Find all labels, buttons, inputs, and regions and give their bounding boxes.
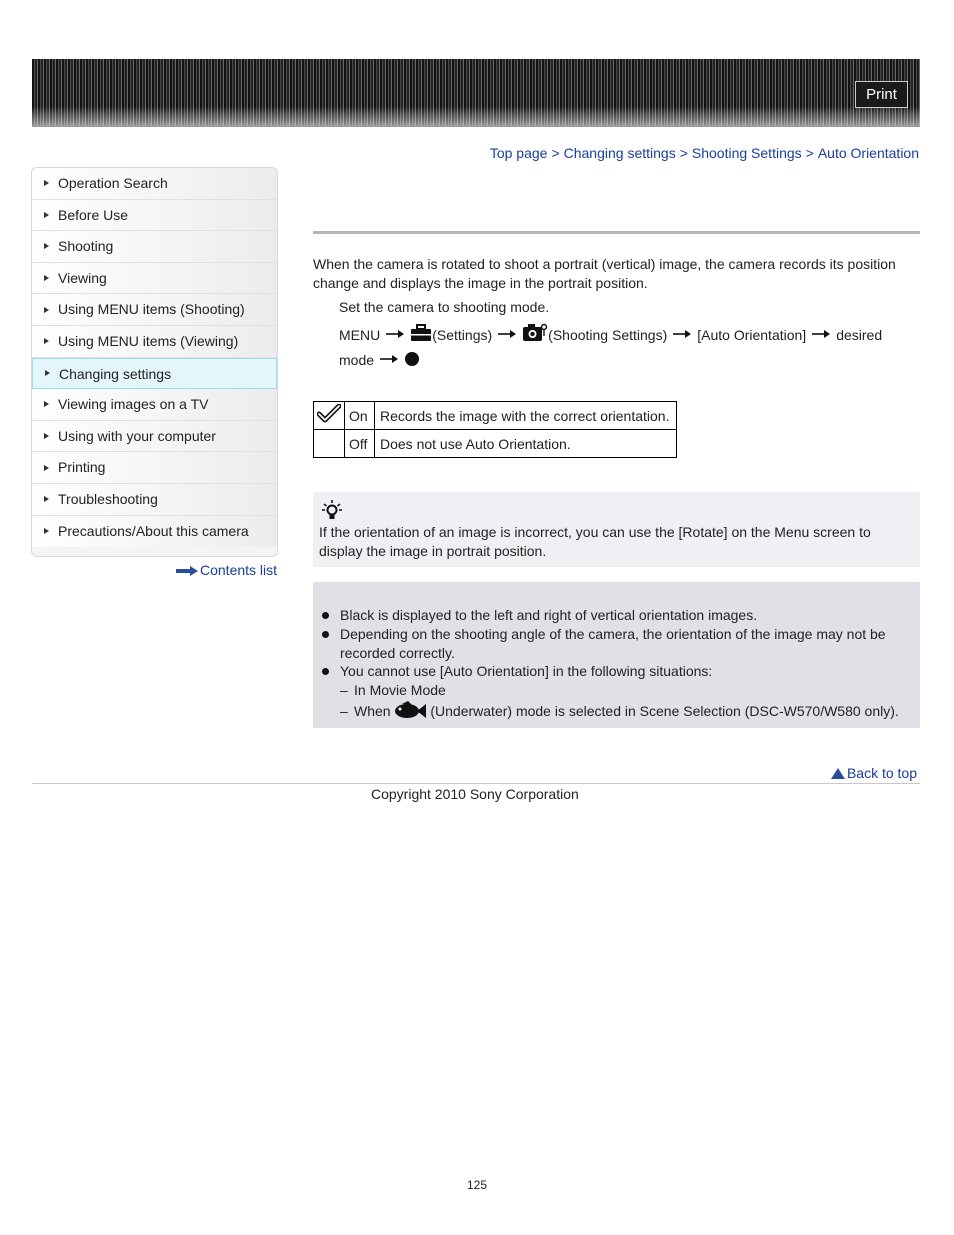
sub-note-text: In Movie Mode xyxy=(354,682,446,698)
list-item xyxy=(340,662,900,681)
triangle-right-icon xyxy=(44,401,49,407)
sidebar-item-troubleshooting[interactable] xyxy=(32,484,277,516)
hint-text: If the orientation of an image is incorrect, you can use the [Rotate] on the Menu screen to display the image in portrait position. xyxy=(319,524,871,559)
sidebar-item-label: Using MENU items (Shooting) xyxy=(58,301,245,318)
sidebar-item-computer[interactable] xyxy=(32,421,277,453)
note-text: Black is displayed to the left and right of vertical orientation images. xyxy=(340,607,758,623)
arrow-right-icon xyxy=(498,322,516,345)
settings-label: (Settings) xyxy=(432,327,493,343)
sub-note-text: (Underwater) mode is selected in Scene Selection (DSC-W570/W580 only). xyxy=(430,703,899,719)
list-item xyxy=(340,625,900,663)
triangle-right-icon xyxy=(44,243,49,249)
sidebar-item-precautions[interactable] xyxy=(32,516,277,548)
triangle-right-icon xyxy=(44,433,49,439)
checkmark-icon xyxy=(317,404,341,424)
sidebar-item-label: Operation Search xyxy=(58,175,168,191)
page-number: 125 xyxy=(466,1178,488,1192)
header-banner xyxy=(32,59,920,127)
print-button[interactable]: Print xyxy=(855,81,908,108)
option-label: On xyxy=(345,402,375,430)
sidebar-item-printing[interactable] xyxy=(32,452,277,484)
desired-label: desired xyxy=(836,327,883,343)
step-text: Set the camera to shooting mode. xyxy=(339,299,550,315)
menu-path xyxy=(339,322,909,372)
sidebar-item-viewing-tv[interactable] xyxy=(32,389,277,421)
sidebar-nav xyxy=(31,167,278,557)
table-row xyxy=(314,430,677,458)
back-to-top-link[interactable] xyxy=(831,765,917,781)
triangle-right-icon xyxy=(44,496,49,502)
auto-orientation-label: [Auto Orientation] xyxy=(697,327,807,343)
triangle-right-icon xyxy=(44,465,49,471)
default-cell xyxy=(314,430,345,458)
camera-icon xyxy=(522,322,548,342)
bullet-icon xyxy=(322,668,329,675)
breadcrumb-separator: > xyxy=(805,145,814,161)
sidebar-item-label: Shooting xyxy=(58,238,114,255)
breadcrumb-separator: > xyxy=(551,145,560,161)
bullet-icon xyxy=(322,612,329,619)
title-divider xyxy=(313,231,920,234)
contents-list-label: Contents list xyxy=(200,562,278,578)
breadcrumb-shooting-settings[interactable]: Shooting Settings xyxy=(691,145,802,161)
sub-note-text: When xyxy=(354,703,391,719)
back-to-top-label: Back to top xyxy=(846,765,917,781)
triangle-right-icon xyxy=(44,528,49,534)
lightbulb-icon xyxy=(322,500,342,520)
sidebar-item-label: Viewing xyxy=(58,269,107,286)
arrow-right-icon xyxy=(176,566,198,576)
sidebar-item-label: Using MENU items (Viewing) xyxy=(58,332,239,349)
hint-box xyxy=(313,492,920,567)
note-text: Depending on the shooting angle of the camera, the orientation of the image may not be recorded correctly. xyxy=(340,626,886,661)
triangle-right-icon xyxy=(45,370,50,376)
dash-icon: – xyxy=(340,703,348,719)
sub-list-item xyxy=(340,701,899,721)
sidebar-item-before-use[interactable] xyxy=(32,200,277,232)
table-row xyxy=(314,402,677,430)
triangle-right-icon xyxy=(44,275,49,281)
arrow-right-icon xyxy=(673,322,691,345)
sidebar-item-label: Before Use xyxy=(58,206,129,223)
sub-list-item xyxy=(340,681,446,700)
arrow-right-icon xyxy=(380,347,398,370)
intro-text: When the camera is rotated to shoot a portrait (vertical) image, the camera records its position change and displays the image in the portrait position. xyxy=(313,256,896,291)
breadcrumb-separator: > xyxy=(679,145,688,161)
sidebar-item-label: Troubleshooting xyxy=(58,490,158,507)
breadcrumb-changing-settings[interactable]: Changing settings xyxy=(563,145,676,161)
options-table xyxy=(313,401,677,458)
contents-list-link[interactable] xyxy=(176,562,277,578)
bullet-icon xyxy=(322,631,329,638)
circle-button-icon xyxy=(404,351,420,367)
toolbox-icon xyxy=(410,324,432,342)
arrow-right-icon xyxy=(812,322,830,345)
triangle-up-icon xyxy=(831,768,845,779)
sidebar-item-viewing[interactable] xyxy=(32,263,277,295)
list-item xyxy=(340,606,900,625)
option-description: Records the image with the correct orientation. xyxy=(375,402,677,430)
sidebar-item-menu-viewing[interactable] xyxy=(32,326,277,358)
mode-label: mode xyxy=(339,352,375,368)
triangle-right-icon xyxy=(44,338,49,344)
option-description: Does not use Auto Orientation. xyxy=(375,430,677,458)
copyright-text: Copyright 2010 Sony Corporation xyxy=(371,786,579,802)
menu-label: MENU xyxy=(339,327,381,343)
sidebar-item-menu-shooting[interactable] xyxy=(32,294,277,326)
fish-icon xyxy=(394,701,426,719)
footer-divider xyxy=(32,783,920,784)
breadcrumb-auto-orientation[interactable]: Auto Orientation xyxy=(817,145,919,161)
arrow-right-icon xyxy=(386,322,404,345)
shooting-settings-label: (Shooting Settings) xyxy=(548,327,668,343)
notes-box xyxy=(313,582,920,728)
sidebar-item-operation-search[interactable] xyxy=(32,168,277,200)
sidebar-item-label: Precautions/About this camera xyxy=(58,522,249,539)
sidebar-item-changing-settings[interactable] xyxy=(32,358,277,390)
triangle-right-icon xyxy=(44,212,49,218)
sidebar-item-label: Changing settings xyxy=(59,365,172,382)
breadcrumb xyxy=(490,145,919,161)
sidebar-item-label: Using with your computer xyxy=(58,427,216,444)
default-cell xyxy=(314,402,345,430)
sidebar-item-label: Viewing images on a TV xyxy=(58,396,209,413)
sidebar-item-label: Printing xyxy=(58,459,106,476)
note-text: You cannot use [Auto Orientation] in the following situations: xyxy=(340,663,713,679)
triangle-right-icon xyxy=(44,180,49,186)
triangle-right-icon xyxy=(44,307,49,313)
sidebar-item-shooting[interactable] xyxy=(32,231,277,263)
option-label: Off xyxy=(345,430,375,458)
breadcrumb-top-page[interactable]: Top page xyxy=(489,145,548,161)
dash-icon: – xyxy=(340,682,348,698)
